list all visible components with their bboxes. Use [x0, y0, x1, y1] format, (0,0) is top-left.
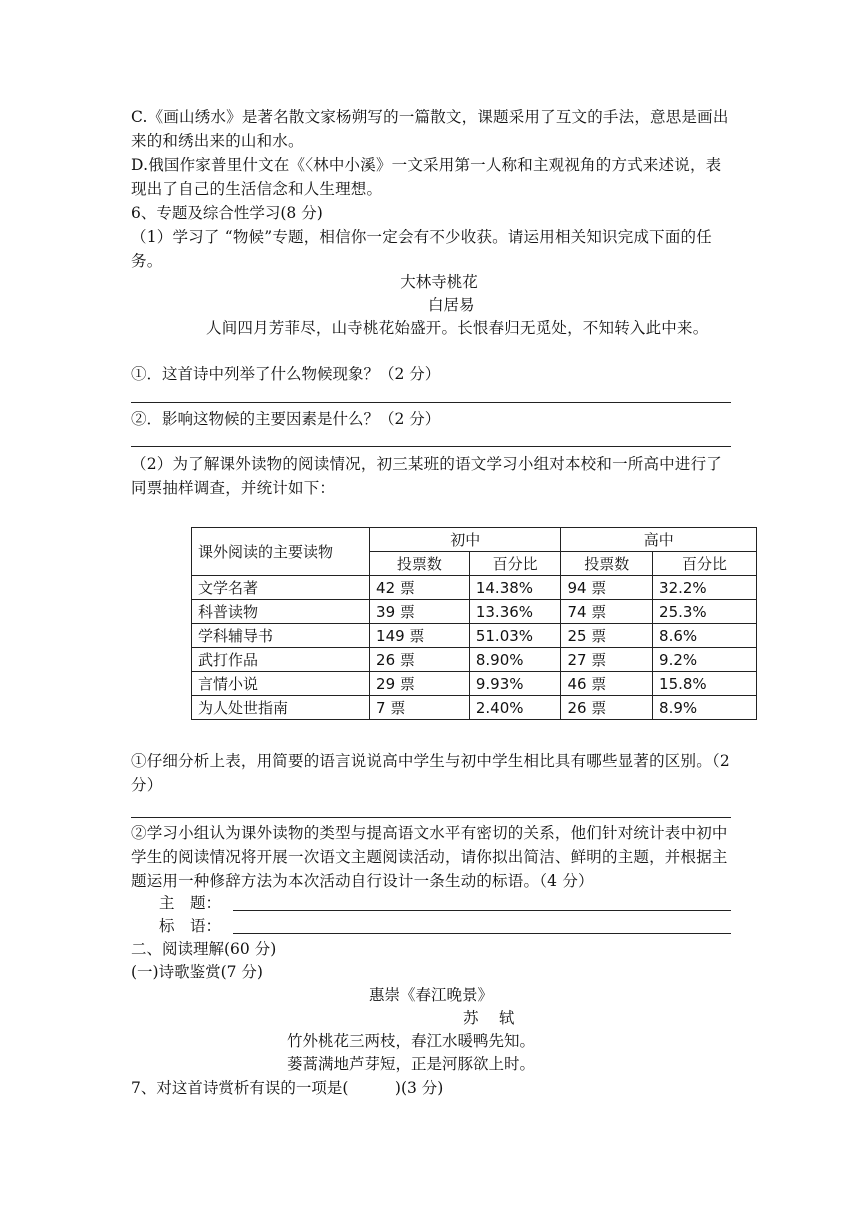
question-6-part2-intro: （2）为了解课外读物的阅读情况，初三某班的语文学习小组对本校和一所高中进行了同票抽样调查，并统计如下： [131, 455, 722, 497]
poem-author: 白居易 [428, 296, 475, 314]
junior-votes: 149 票 [370, 624, 470, 648]
table-row [192, 672, 757, 696]
junior-group-header: 初中 [370, 528, 561, 552]
row-category: 为人处世指南 [192, 696, 370, 720]
senior-votes: 74 票 [561, 600, 653, 624]
row-category: 学科辅导书 [192, 624, 370, 648]
senior-percent: 9.2% [653, 648, 757, 672]
junior-percent: 13.36% [469, 600, 561, 624]
row-category: 科普读物 [192, 600, 370, 624]
section-2-heading: 二、阅读理解(60 分) [131, 940, 277, 958]
question-6-sub1: ①．这首诗中列举了什么物候现象？（2 分） [131, 365, 441, 383]
slogan-label: 标 语： [159, 917, 222, 935]
table-row [192, 648, 757, 672]
option-d: D.俄国作家普里什文在《〈林中小溪》一文采用第一人称和主观视角的方式来述说，表现出了自己的生活信念和人生理想。 [131, 156, 722, 198]
table-row [192, 600, 757, 624]
senior-percent: 32.2% [653, 576, 757, 600]
senior-votes: 46 票 [561, 672, 653, 696]
junior-percent: 8.90% [469, 648, 561, 672]
reading-survey-table [191, 527, 757, 720]
row-category: 言情小说 [192, 672, 370, 696]
junior-percent: 51.03% [469, 624, 561, 648]
question-6-part2-sub1: ①仔细分析上表，用简要的语言说说高中学生与初中学生相比具有哪些显著的区别。（2 分） [131, 752, 730, 794]
question-7: 7、对这首诗赏析有误的一项是( )(3 分) [131, 1079, 444, 1097]
poem-body: 人间四月芳菲尽，山寺桃花始盛开。长恨春归无觅处，不知转入此中来。 [206, 319, 709, 337]
answer-line [131, 446, 731, 447]
junior-percent: 9.93% [469, 672, 561, 696]
table-corner-header: 课外阅读的主要读物 [192, 528, 370, 576]
table-row [192, 696, 757, 720]
row-category: 武打作品 [192, 648, 370, 672]
answer-line [131, 817, 731, 818]
poem-2-line-2: 蒌蒿满地芦芽短，正是河豚欲上时。 [287, 1055, 536, 1073]
senior-percent: 8.9% [653, 696, 757, 720]
junior-votes-header: 投票数 [370, 552, 470, 576]
poem-2-line-1: 竹外桃花三两枝，春江水暖鸭先知。 [287, 1032, 536, 1050]
senior-votes: 27 票 [561, 648, 653, 672]
junior-percent: 2.40% [469, 696, 561, 720]
theme-label: 主 题： [159, 894, 222, 912]
question-6-part2-sub2: ②学习小组认为课外读物的类型与提高语文水平有密切的关系，他们针对统计表中初中学生的阅读情况将开展一次语文主题阅读活动，请你拟出简洁、鲜明的主题，并根据主题运用一种修辞方法为本次活动自行设计一条生动的标语。（4 分） [131, 824, 728, 890]
question-6-sub2: ②．影响这物候的主要因素是什么？（2 分） [131, 410, 441, 428]
table-row [192, 576, 757, 600]
row-category: 文学名著 [192, 576, 370, 600]
senior-percent: 8.6% [653, 624, 757, 648]
theme-answer-line[interactable] [233, 910, 731, 911]
poem-title: 大林寺桃花 [400, 273, 478, 291]
section-2-subheading: (一)诗歌鉴赏(7 分) [131, 963, 263, 981]
senior-votes-header: 投票数 [561, 552, 653, 576]
poem-2-title: 惠崇《春江晚景》 [368, 986, 493, 1004]
senior-votes: 94 票 [561, 576, 653, 600]
junior-votes: 26 票 [370, 648, 470, 672]
junior-votes: 29 票 [370, 672, 470, 696]
senior-percent: 15.8% [653, 672, 757, 696]
slogan-answer-line[interactable] [233, 933, 731, 934]
junior-votes: 39 票 [370, 600, 470, 624]
senior-percent: 25.3% [653, 600, 757, 624]
answer-line [131, 402, 731, 403]
table-row [192, 624, 757, 648]
junior-percent-header: 百分比 [469, 552, 561, 576]
question-6-heading: 6、专题及综合性学习(8 分) [131, 204, 323, 222]
poem-2-author: 苏 轼 [463, 1009, 515, 1027]
senior-percent-header: 百分比 [653, 552, 757, 576]
senior-votes: 25 票 [561, 624, 653, 648]
junior-votes: 7 票 [370, 696, 470, 720]
question-6-part1-intro: （1）学习了 “物候”专题，相信你一定会有不少收获。请运用相关知识完成下面的任务。 [131, 228, 712, 270]
senior-group-header: 高中 [561, 528, 757, 552]
junior-votes: 42 票 [370, 576, 470, 600]
junior-percent: 14.38% [469, 576, 561, 600]
senior-votes: 26 票 [561, 696, 653, 720]
option-c: C.《画山绣水》是著名散文家杨朔写的一篇散文，课题采用了互文的手法，意思是画出来的和绣出来的山和水。 [131, 108, 729, 150]
